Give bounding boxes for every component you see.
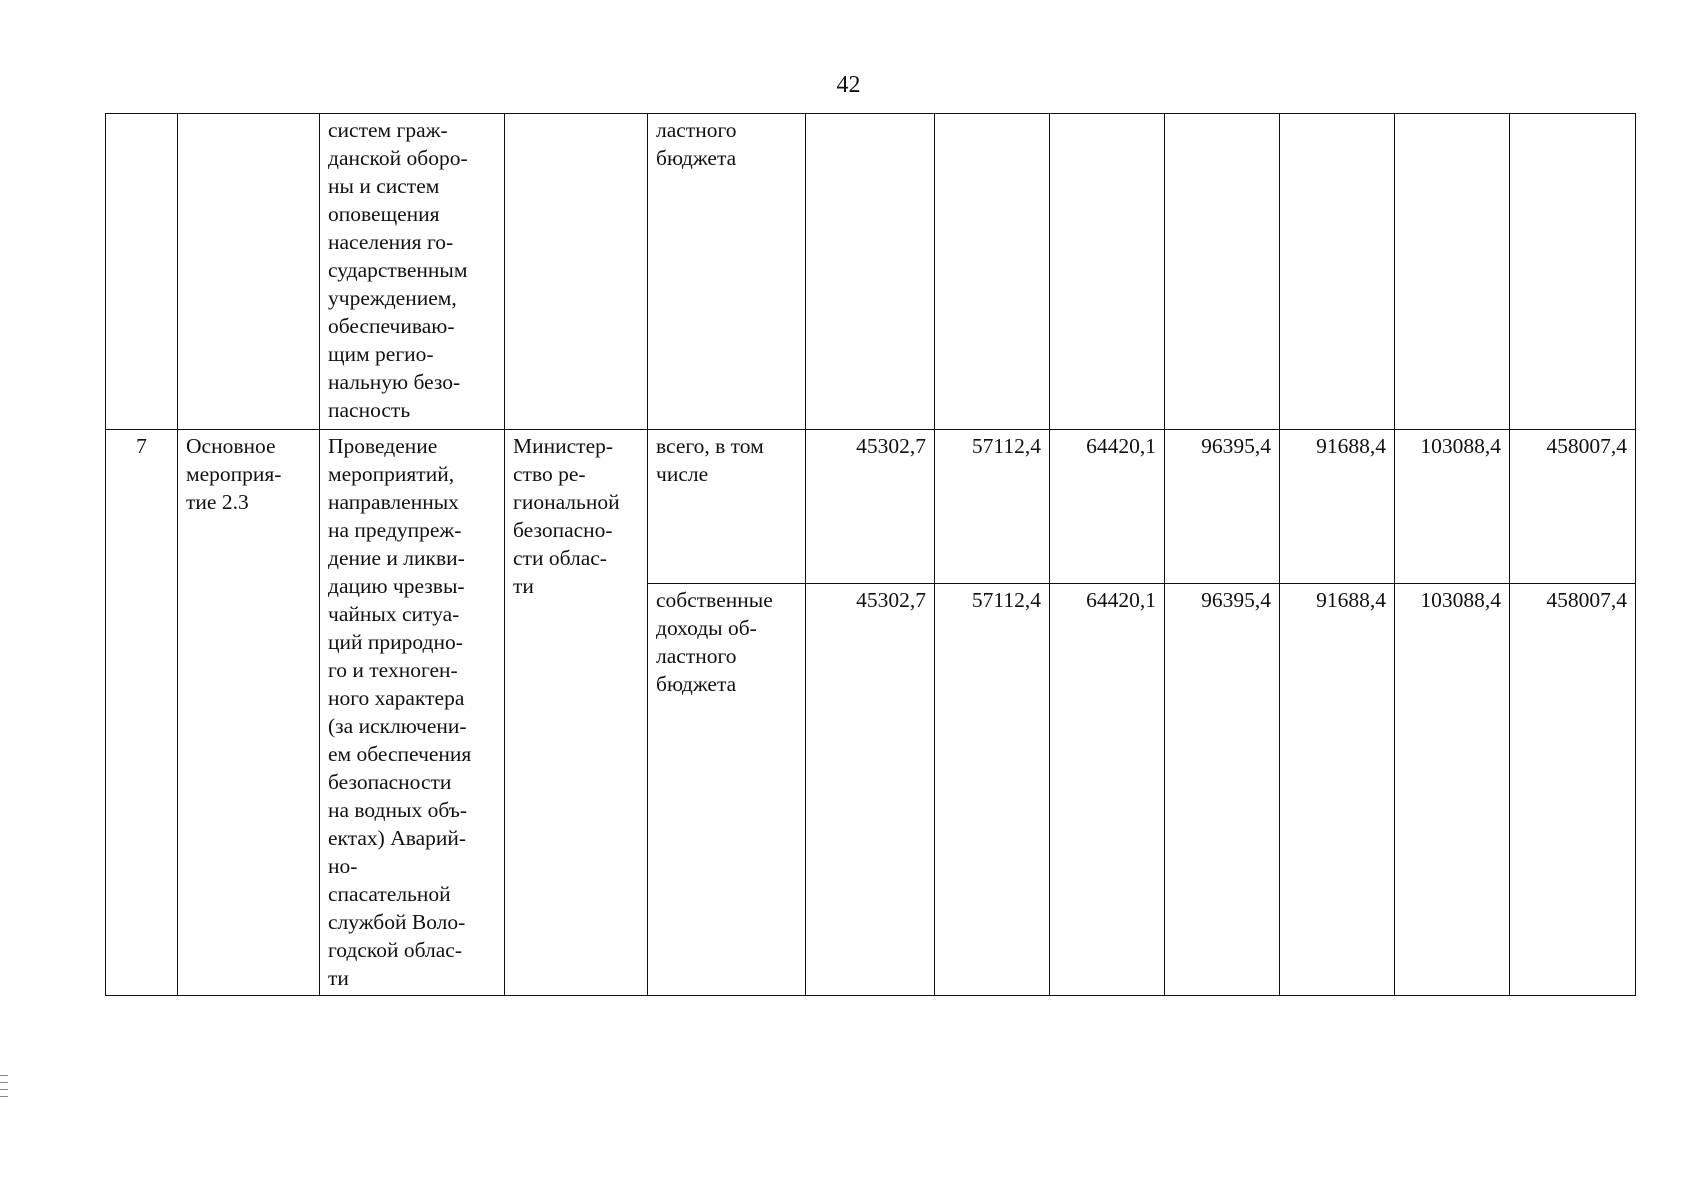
cell-value <box>1510 114 1636 430</box>
cell-value: 96395,4 <box>1165 430 1280 584</box>
cell-value: 103088,4 <box>1395 584 1510 996</box>
table-row-7-total <box>106 430 1636 584</box>
cell-name <box>178 114 320 430</box>
cell-description: систем граж- данской оборо- ны и систем оповещения населения го- сударственным учреждением, обеспечиваю- щим регио- нальную безо- пасность <box>320 114 505 430</box>
cell-value: 103088,4 <box>1395 430 1510 584</box>
cell-value <box>1165 114 1280 430</box>
cell-name: Основное мероприя- тие 2.3 <box>178 430 320 996</box>
budget-table <box>105 113 1636 996</box>
cell-value <box>806 114 935 430</box>
cell-index: 7 <box>106 430 178 996</box>
cell-value: 96395,4 <box>1165 584 1280 996</box>
cell-value: 458007,4 <box>1510 430 1636 584</box>
table-row-continuation <box>106 114 1636 430</box>
cell-source: ластного бюджета <box>648 114 806 430</box>
cell-value: 64420,1 <box>1050 430 1165 584</box>
cell-index <box>106 114 178 430</box>
scan-mark <box>0 1075 8 1076</box>
cell-source: всего, в том числе <box>648 430 806 584</box>
cell-value: 45302,7 <box>806 584 935 996</box>
cell-executor <box>505 114 648 430</box>
cell-value: 91688,4 <box>1280 430 1395 584</box>
cell-value: 458007,4 <box>1510 584 1636 996</box>
cell-description: Проведение мероприятий, направленных на предупреж- дение и ликви- дацию чрезвы- чайных ситуа- ций природно- го и техноген- ного характера (за исключени- ем обеспечения безопасности на водных объ- ектах) Аварий- но- спасательной службой Воло- годской облас- ти <box>320 430 505 996</box>
scan-mark <box>0 1096 8 1097</box>
cell-value <box>1280 114 1395 430</box>
cell-value: 64420,1 <box>1050 584 1165 996</box>
cell-value: 45302,7 <box>806 430 935 584</box>
scan-mark <box>0 1089 8 1090</box>
page-number: 42 <box>836 72 861 98</box>
cell-value: 91688,4 <box>1280 584 1395 996</box>
cell-executor: Министер- ство ре- гиональной безопасно- сти облас- ти <box>505 430 648 996</box>
cell-value <box>935 114 1050 430</box>
cell-value: 57112,4 <box>935 584 1050 996</box>
cell-value: 57112,4 <box>935 430 1050 584</box>
cell-value <box>1395 114 1510 430</box>
cell-value <box>1050 114 1165 430</box>
cell-source: собственные доходы об- ластного бюджета <box>648 584 806 996</box>
scan-mark <box>0 1082 8 1083</box>
